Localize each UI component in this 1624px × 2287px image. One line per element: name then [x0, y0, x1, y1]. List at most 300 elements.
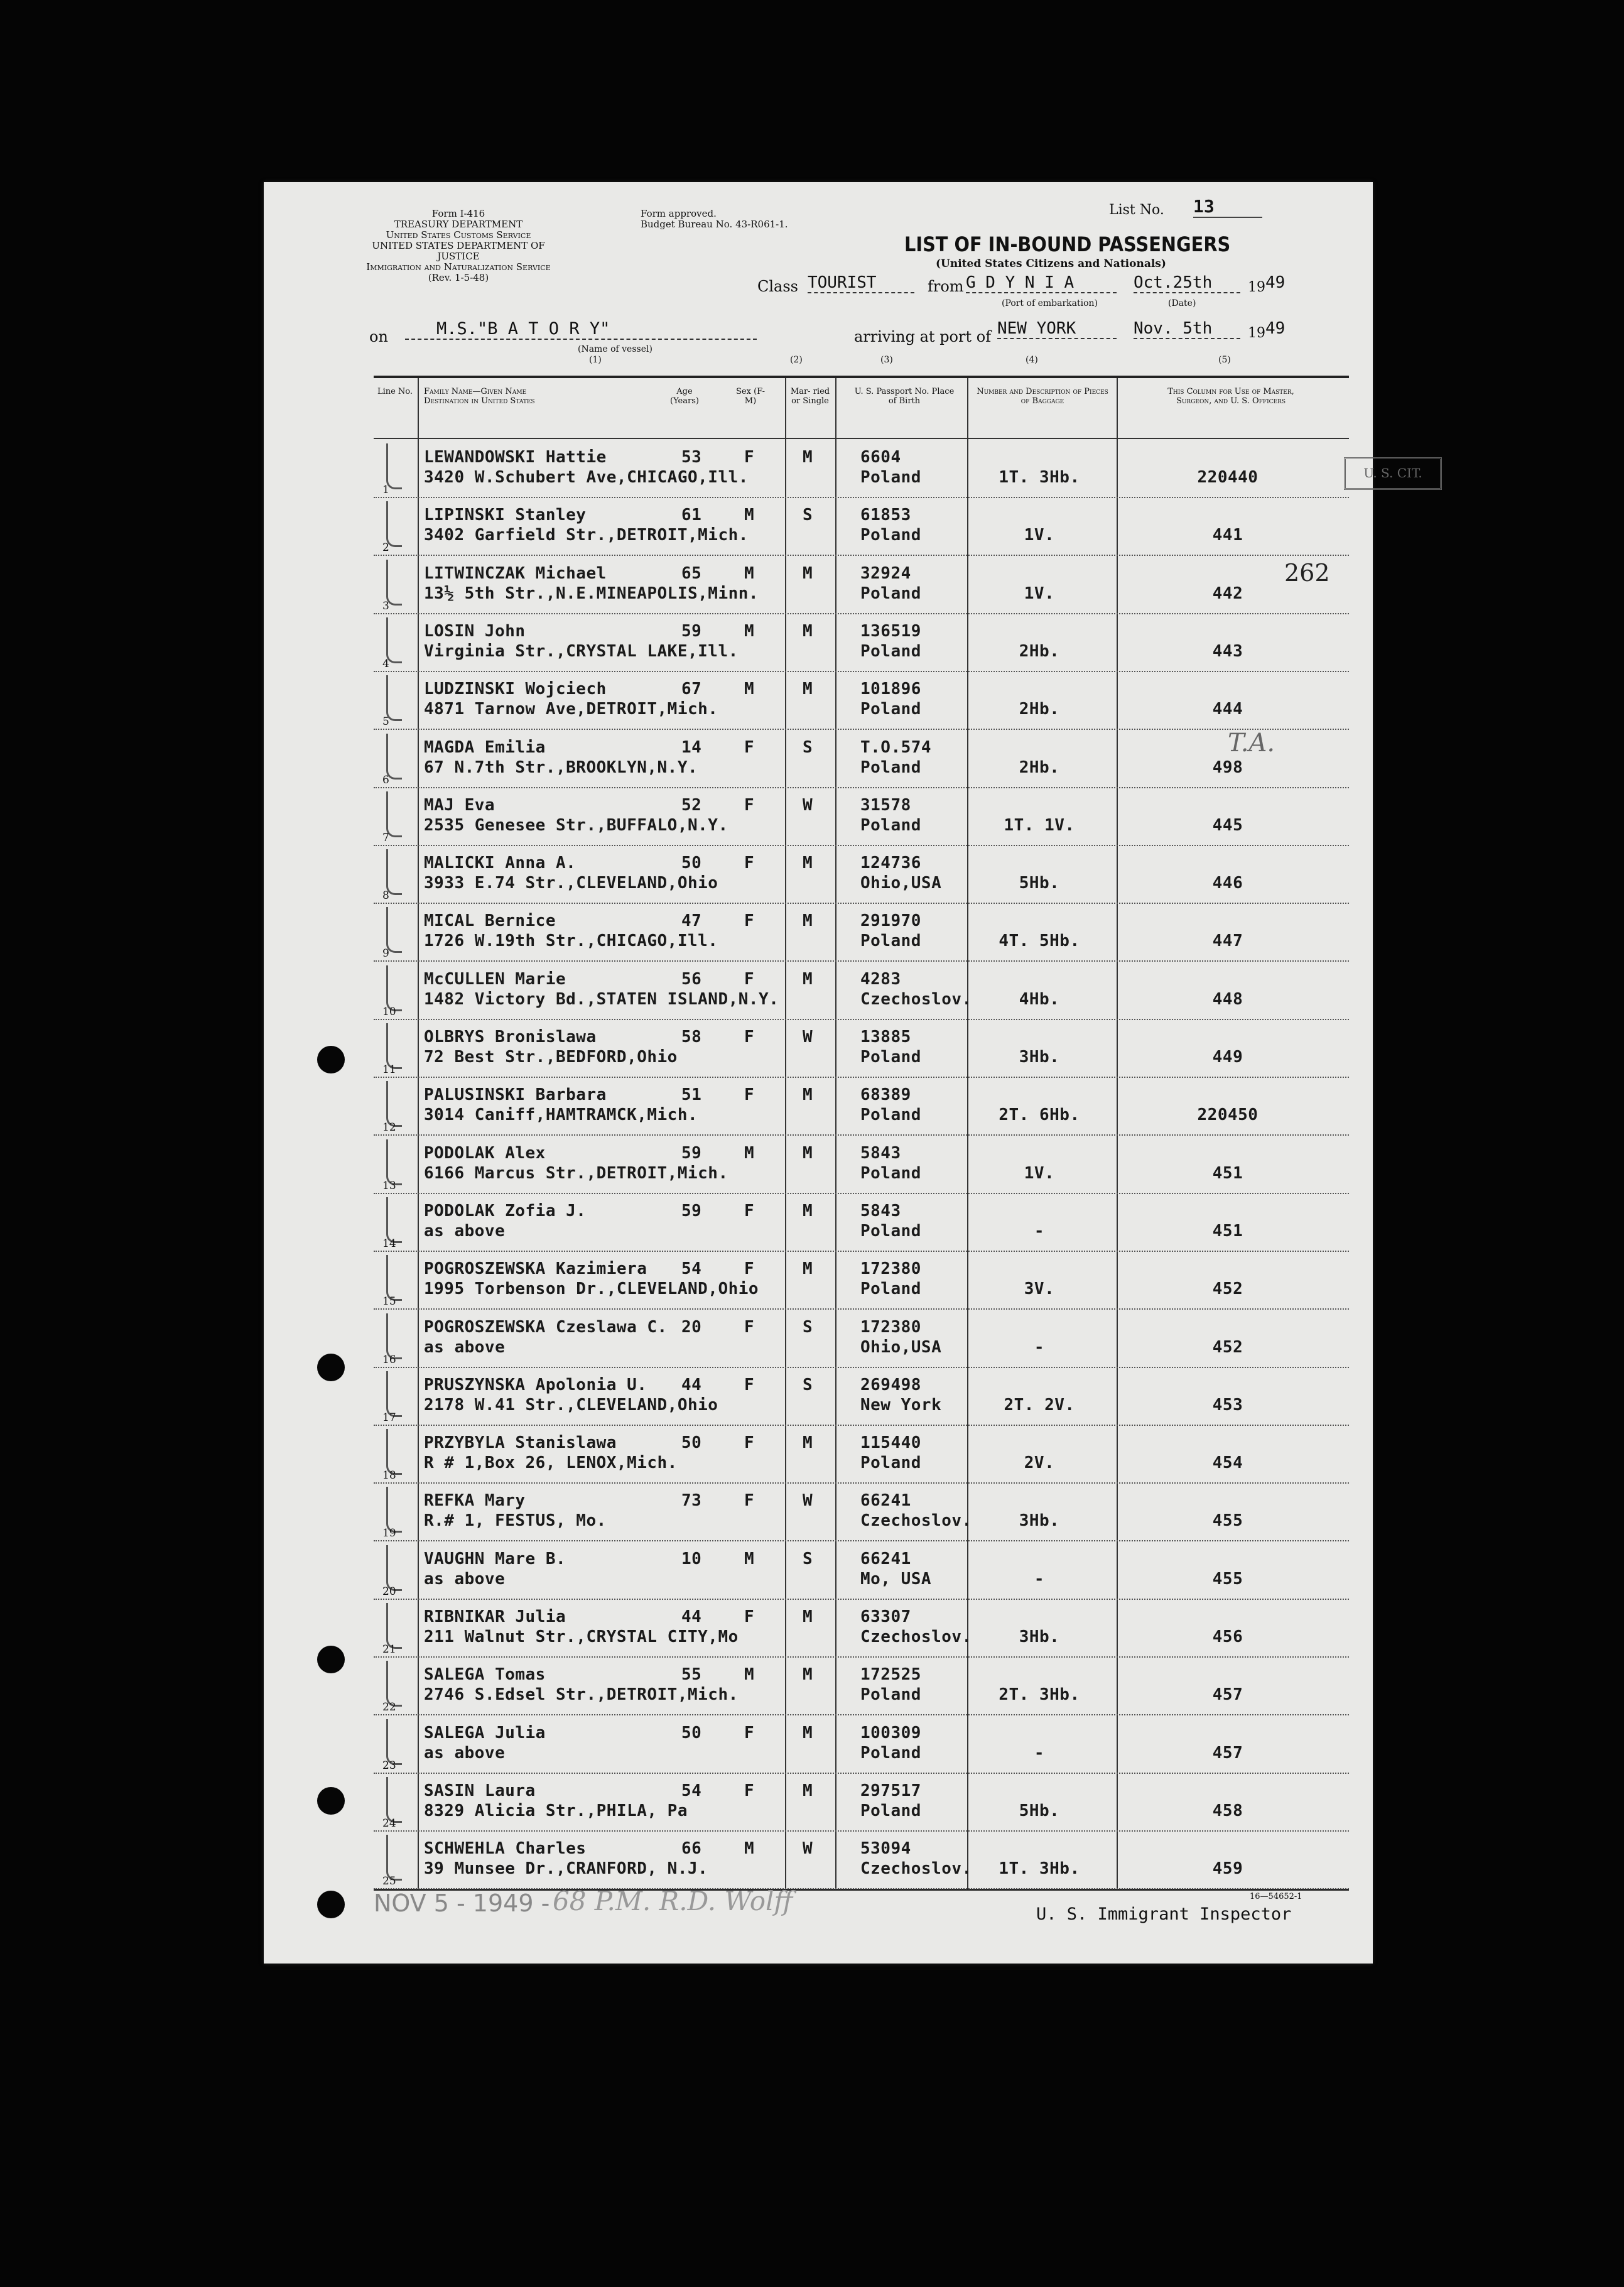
passenger-name: OLBRYS Bronislawa [424, 1028, 597, 1046]
table-row [374, 788, 1349, 846]
place-of-birth: Poland [860, 1048, 921, 1067]
passport-number: 101896 [860, 680, 921, 699]
marital-status: S [803, 1317, 813, 1337]
check-mark [386, 617, 402, 663]
destination: 3420 W.Schubert Ave,CHICAGO,Ill. [424, 468, 749, 487]
passport-number: 136519 [860, 621, 921, 641]
passport-number: 5843 [860, 1201, 901, 1220]
treasury-department: TREASURY DEPARTMENT [394, 219, 523, 230]
binder-hole [317, 1646, 345, 1673]
passport-number: 68389 [860, 1085, 911, 1105]
officer-number: 454 [1212, 1453, 1243, 1473]
arrival-year: 49 [1265, 319, 1286, 338]
col-age: Age (Years) [670, 387, 699, 406]
marital-status: M [803, 448, 813, 467]
line-number: 9 [382, 947, 389, 960]
officer-number: 443 [1212, 641, 1243, 661]
passenger-sex: F [744, 795, 755, 815]
class-label: Class [757, 278, 798, 295]
place-of-birth: Poland [860, 1685, 921, 1705]
destination: 2178 W.41 Str.,CLEVELAND,Ohio [424, 1395, 718, 1415]
check-mark [386, 1197, 402, 1243]
binder-hole [317, 1891, 345, 1918]
marital-status: W [803, 1839, 813, 1859]
passenger-sex: F [744, 911, 755, 931]
passenger-name: PALUSINSKI Barbara [424, 1085, 607, 1105]
arriving-label: arriving at port of [854, 328, 992, 345]
passenger-age: 52 [681, 795, 702, 815]
passenger-age: 56 [681, 969, 702, 989]
place-of-birth: Czechoslov. [860, 1859, 972, 1879]
officer-number: 457 [1212, 1685, 1243, 1705]
baggage: 2T. 2V. [1004, 1395, 1075, 1415]
table-row [374, 845, 1349, 904]
baggage: - [1034, 1569, 1045, 1589]
check-mark [386, 1023, 402, 1069]
revision-date: (Rev. 1-5-48) [428, 272, 489, 283]
marital-status: M [803, 1259, 813, 1279]
arrival-date: Nov. 5th [1134, 319, 1240, 339]
passenger-sex: M [744, 621, 755, 641]
baggage: 1T. 1V. [1004, 815, 1075, 835]
baggage: 4Hb. [1019, 989, 1060, 1009]
marital-status: M [803, 854, 813, 873]
passenger-sex: F [744, 1375, 755, 1394]
place-of-birth: Poland [860, 526, 921, 545]
passenger-sex: F [744, 1201, 755, 1220]
table-row [374, 1077, 1349, 1136]
passenger-age: 54 [681, 1781, 702, 1800]
col-passport: U. S. Passport No. Place of Birth [854, 387, 955, 406]
officer-number: 441 [1212, 526, 1243, 545]
check-mark [386, 1371, 402, 1417]
baggage: 2Hb. [1019, 758, 1060, 777]
destination: as above [424, 1337, 506, 1357]
col-sex: Sex (F-M) [736, 387, 765, 406]
line-number: 3 [382, 599, 389, 612]
check-mark [386, 1545, 402, 1591]
table-row [374, 614, 1349, 672]
officer-number: 445 [1212, 815, 1243, 835]
passenger-age: 65 [681, 563, 702, 583]
table-row [374, 1831, 1349, 1889]
baggage: 2V. [1024, 1453, 1055, 1473]
passenger-name: SASIN Laura [424, 1781, 536, 1800]
passenger-sex: F [744, 448, 755, 467]
passport-number: 63307 [860, 1607, 911, 1626]
table-row [374, 903, 1349, 962]
binder-hole [317, 1046, 345, 1073]
passenger-table [374, 376, 1422, 1891]
passenger-age: 50 [681, 1433, 702, 1453]
marital-status: S [803, 1549, 813, 1568]
col-officers: This Column for Use of Master, Surgeon, and U. S. Officers [1167, 387, 1294, 406]
line-number: 17 [382, 1411, 396, 1424]
destination: R.# 1, FESTUS, Mo. [424, 1511, 607, 1531]
col1-number: (1) [589, 355, 602, 365]
line-number: 23 [382, 1759, 396, 1772]
officers-col-number: (5) [1218, 355, 1231, 365]
passenger-name: MAGDA Emilia [424, 737, 546, 757]
marital-status: M [803, 1781, 813, 1800]
destination: 2746 S.Edsel Str.,DETROIT,Mich. [424, 1685, 739, 1705]
check-mark [386, 1429, 402, 1475]
passenger-name: POGROSZEWSKA Czeslawa C. [424, 1317, 668, 1337]
table-row [374, 1657, 1349, 1715]
baggage: 5Hb. [1019, 874, 1060, 893]
inspector-signature: 68 P.M. R.D. Wolff [553, 1886, 793, 1916]
passport-number: 124736 [860, 854, 921, 873]
table-row [374, 671, 1349, 730]
arrival-port: NEW YORK [997, 319, 1117, 339]
place-of-birth: New York [860, 1395, 942, 1415]
table-row [374, 1773, 1349, 1832]
passenger-name: MICAL Bernice [424, 911, 556, 931]
place-of-birth: Poland [860, 1221, 921, 1241]
table-row [374, 1251, 1349, 1310]
baggage: 2Hb. [1019, 700, 1060, 719]
passport-number: T.O.574 [860, 737, 932, 757]
passenger-age: 51 [681, 1085, 702, 1105]
col-line-no: Line No. [377, 387, 413, 396]
officer-number: 451 [1212, 1221, 1243, 1241]
passenger-name: SALEGA Tomas [424, 1665, 546, 1685]
place-of-birth: Mo, USA [860, 1569, 932, 1589]
check-mark [386, 965, 402, 1011]
binder-hole [317, 1787, 345, 1815]
line-number: 4 [382, 657, 389, 670]
passenger-name: REFKA Mary [424, 1491, 526, 1511]
passport-number: 32924 [860, 563, 911, 583]
passenger-age: 20 [681, 1317, 702, 1337]
line-number: 19 [382, 1527, 396, 1540]
baggage: 2Hb. [1019, 641, 1060, 661]
passenger-age: 44 [681, 1375, 702, 1394]
line-number: 14 [382, 1237, 396, 1250]
passport-number: 4283 [860, 969, 901, 989]
passenger-sex: M [744, 563, 755, 583]
passenger-name: LOSIN John [424, 621, 526, 641]
passenger-age: 50 [681, 854, 702, 873]
destination: 3014 Caniff,HAMTRAMCK,Mich. [424, 1105, 698, 1125]
embarkation-date: Oct.25th [1134, 273, 1240, 293]
marital-status: S [803, 1375, 813, 1394]
marital-status: M [803, 1607, 813, 1626]
check-mark [386, 734, 402, 780]
passenger-age: 53 [681, 448, 702, 467]
check-mark [386, 443, 402, 489]
passenger-name: PRUSZYNSKA Apolonia U. [424, 1375, 647, 1394]
check-mark [386, 1487, 402, 1533]
place-of-birth: Czechoslov. [860, 1511, 972, 1531]
officer-number: 448 [1212, 989, 1243, 1009]
passenger-age: 14 [681, 737, 702, 757]
passport-number: 172380 [860, 1259, 921, 1279]
passport-col-number: (3) [880, 355, 893, 365]
line-number: 18 [382, 1469, 396, 1482]
date-caption: (Date) [1168, 298, 1196, 308]
officer-number: 455 [1212, 1569, 1243, 1589]
baggage: 4T. 5Hb. [999, 932, 1080, 951]
passenger-name: McCULLEN Marie [424, 969, 566, 989]
destination: 3933 E.74 Str.,CLEVELAND,Ohio [424, 874, 718, 893]
marital-status: M [803, 1143, 813, 1163]
passport-number: 66241 [860, 1549, 911, 1568]
officer-number: 452 [1212, 1337, 1243, 1357]
officer-number: 457 [1212, 1743, 1243, 1763]
form-issuer-block [364, 209, 553, 283]
line-number: 10 [382, 1005, 396, 1018]
place-of-birth: Ohio,USA [860, 1337, 942, 1357]
marital-status: M [803, 563, 813, 583]
table-row [374, 556, 1349, 614]
line-number: 24 [382, 1817, 396, 1830]
passenger-age: 73 [681, 1491, 702, 1511]
baggage: 1T. 3Hb. [999, 468, 1080, 487]
line-number: 12 [382, 1121, 396, 1134]
passenger-age: 67 [681, 680, 702, 699]
baggage: 3V. [1024, 1279, 1055, 1299]
form-number: Form I-416 [431, 208, 485, 219]
passenger-age: 47 [681, 911, 702, 931]
list-number-label: List No. [1109, 202, 1164, 218]
embarkation-year: 49 [1265, 273, 1286, 292]
officer-number: 220440 [1197, 468, 1259, 487]
passenger-name: LUDZINSKI Wojciech [424, 680, 607, 699]
marital-status: M [803, 621, 813, 641]
from-label: from [928, 278, 964, 295]
baggage: 1V. [1024, 584, 1055, 603]
passenger-age: 10 [681, 1549, 702, 1568]
passport-number: 297517 [860, 1781, 921, 1800]
passport-number: 31578 [860, 795, 911, 815]
check-mark [386, 560, 402, 606]
passenger-age: 58 [681, 1028, 702, 1046]
passport-number: 115440 [860, 1433, 921, 1453]
year-prefix: 19 [1248, 280, 1265, 295]
line-number: 7 [382, 831, 389, 844]
passport-number: 5843 [860, 1143, 901, 1163]
line-number: 15 [382, 1295, 396, 1308]
page-title: LIST OF IN-BOUND PASSENGERS [904, 232, 1231, 256]
officer-number: 447 [1212, 932, 1243, 951]
officer-number: 459 [1212, 1859, 1243, 1879]
passenger-age: 55 [681, 1665, 702, 1685]
place-of-birth: Poland [860, 700, 921, 719]
budget-bureau: Budget Bureau No. 43-R061-1. [641, 219, 788, 230]
binder-hole [317, 1354, 345, 1381]
passenger-name: POGROSZEWSKA Kazimiera [424, 1259, 647, 1279]
check-mark [386, 1255, 402, 1301]
check-mark [386, 791, 402, 837]
port-caption: (Port of embarkation) [1002, 298, 1098, 308]
check-mark [386, 1719, 402, 1765]
table-row [374, 1310, 1349, 1368]
check-mark [386, 1603, 402, 1649]
passenger-age: 59 [681, 1143, 702, 1163]
check-mark [386, 1661, 402, 1707]
baggage-col-number: (4) [1026, 355, 1038, 365]
passenger-sex: F [744, 1259, 755, 1279]
passenger-age: 66 [681, 1839, 702, 1859]
table-row [374, 1599, 1349, 1658]
line-number: 5 [382, 715, 389, 729]
passenger-name: LIPINSKI Stanley [424, 506, 587, 525]
passenger-sex: F [744, 854, 755, 873]
marital-status: W [803, 1028, 813, 1046]
col-married: Mar- ried or Single [790, 387, 830, 406]
passenger-name: MALICKI Anna A. [424, 854, 577, 873]
destination: R # 1,Box 26, LENOX,Mich. [424, 1453, 678, 1473]
line-number: 21 [382, 1643, 396, 1656]
marital-status: M [803, 680, 813, 699]
passport-number: 61853 [860, 506, 911, 525]
destination: 72 Best Str.,BEDFORD,Ohio [424, 1048, 678, 1067]
destination: as above [424, 1569, 506, 1589]
baggage: 1V. [1024, 526, 1055, 545]
col-name: Family Name—Given Name Destination in United States [424, 387, 535, 406]
table-row [374, 1541, 1349, 1600]
passenger-sex: M [744, 1549, 755, 1568]
baggage: 2T. 3Hb. [999, 1685, 1080, 1705]
table-row [374, 1483, 1349, 1541]
destination: 1726 W.19th Str.,CHICAGO,Ill. [424, 932, 718, 951]
passenger-manifest-page [264, 182, 1422, 1964]
vessel-caption: (Name of vessel) [578, 344, 652, 354]
line-number: 22 [382, 1701, 396, 1714]
officer-number: 452 [1212, 1279, 1243, 1299]
officer-number: 220450 [1197, 1105, 1259, 1125]
passenger-name: SALEGA Julia [424, 1723, 546, 1742]
place-of-birth: Poland [860, 1743, 921, 1763]
passenger-name: LEWANDOWSKI Hattie [424, 448, 607, 467]
marital-status: M [803, 969, 813, 989]
on-label: on [369, 328, 388, 345]
table-row [374, 1019, 1349, 1078]
ins-service: Immigration and Naturalization Service [366, 261, 551, 273]
officer-number: 498 [1212, 758, 1243, 777]
baggage: 3Hb. [1019, 1048, 1060, 1067]
table-row [374, 1367, 1349, 1426]
passenger-name: SCHWEHLA Charles [424, 1839, 587, 1859]
vessel-name: M.S."B A T O R Y" [405, 319, 757, 340]
baggage: 5Hb. [1019, 1801, 1060, 1820]
place-of-birth: Czechoslov. [860, 989, 972, 1009]
passport-number: 66241 [860, 1491, 911, 1511]
passenger-sex: F [744, 1607, 755, 1626]
passport-number: 6604 [860, 448, 901, 467]
check-mark [386, 1139, 402, 1185]
passport-number: 269498 [860, 1375, 921, 1394]
passport-number: 100309 [860, 1723, 921, 1742]
passenger-sex: M [744, 1143, 755, 1163]
destination: 4871 Tarnow Ave,DETROIT,Mich. [424, 700, 718, 719]
passenger-name: PRZYBYLA Stanislawa [424, 1433, 617, 1453]
place-of-birth: Poland [860, 584, 921, 603]
passenger-sex: F [744, 1491, 755, 1511]
marital-status: M [803, 1085, 813, 1105]
passenger-sex: F [744, 1723, 755, 1742]
check-mark [386, 675, 402, 721]
table-row [374, 962, 1349, 1020]
married-col-number: (2) [790, 355, 803, 365]
destination: as above [424, 1743, 506, 1763]
destination: 3402 Garfield Str.,DETROIT,Mich. [424, 526, 749, 545]
place-of-birth: Poland [860, 932, 921, 951]
table-row [374, 1715, 1349, 1774]
passenger-age: 50 [681, 1723, 702, 1742]
passenger-sex: M [744, 1665, 755, 1685]
officer-number: 449 [1212, 1048, 1243, 1067]
col-baggage: Number and Description of Pieces of Baggage [977, 387, 1108, 406]
passenger-sex: M [744, 680, 755, 699]
table-row [374, 440, 1349, 498]
customs-service: United States Customs Service [386, 229, 531, 241]
passenger-name: VAUGHN Mare B. [424, 1549, 566, 1568]
table-row [374, 1136, 1349, 1194]
place-of-birth: Poland [860, 1279, 921, 1299]
place-of-birth: Poland [860, 815, 921, 835]
officer-number: 451 [1212, 1163, 1243, 1183]
passenger-sex: F [744, 969, 755, 989]
passport-number: 13885 [860, 1028, 911, 1046]
check-mark [386, 1835, 402, 1881]
margin-number: 262 [1284, 559, 1330, 587]
check-mark [386, 849, 402, 895]
officer-number: 455 [1212, 1511, 1243, 1531]
port-of-embarkation: G D Y N I A [966, 273, 1117, 293]
passenger-sex: F [744, 1028, 755, 1046]
officer-number: 456 [1212, 1627, 1243, 1646]
marital-status: W [803, 795, 813, 815]
line-number: 13 [382, 1179, 396, 1192]
marital-status: W [803, 1491, 813, 1511]
passenger-name: RIBNIKAR Julia [424, 1607, 566, 1626]
table-row [374, 497, 1349, 556]
destination: as above [424, 1221, 506, 1241]
place-of-birth: Poland [860, 1453, 921, 1473]
officer-number: 458 [1212, 1801, 1243, 1820]
passenger-age: 59 [681, 621, 702, 641]
line-number: 20 [382, 1585, 396, 1598]
margin-initials: T.A. [1228, 729, 1275, 758]
officer-number: 453 [1212, 1395, 1243, 1415]
passport-number: 291970 [860, 911, 921, 931]
check-mark [386, 1081, 402, 1127]
destination: 67 N.7th Str.,BROOKLYN,N.Y. [424, 758, 698, 777]
table-row [374, 1193, 1349, 1252]
us-citizen-stamp: U. S. CIT. [1344, 457, 1442, 490]
table-row [374, 730, 1349, 788]
passport-number: 172380 [860, 1317, 921, 1337]
passenger-name: MAJ Eva [424, 795, 495, 815]
line-number: 2 [382, 541, 389, 555]
inspector-title: U. S. Immigrant Inspector [1036, 1904, 1292, 1924]
baggage: 1T. 3Hb. [999, 1859, 1080, 1879]
baggage: 3Hb. [1019, 1627, 1060, 1646]
destination: Virginia Str.,CRYSTAL LAKE,Ill. [424, 641, 739, 661]
passenger-name: PODOLAK Zofia J. [424, 1201, 587, 1220]
destination: 13½ 5th Str.,N.E.MINEAPOLIS,Minn. [424, 584, 759, 603]
place-of-birth: Poland [860, 1801, 921, 1820]
passenger-name: LITWINCZAK Michael [424, 563, 607, 583]
marital-status: S [803, 737, 813, 757]
passenger-name: PODOLAK Alex [424, 1143, 546, 1163]
list-number: 13 [1193, 196, 1262, 218]
passport-number: 172525 [860, 1665, 921, 1685]
line-number: 25 [382, 1875, 396, 1888]
destination: 39 Munsee Dr.,CRANFORD, N.J. [424, 1859, 708, 1879]
